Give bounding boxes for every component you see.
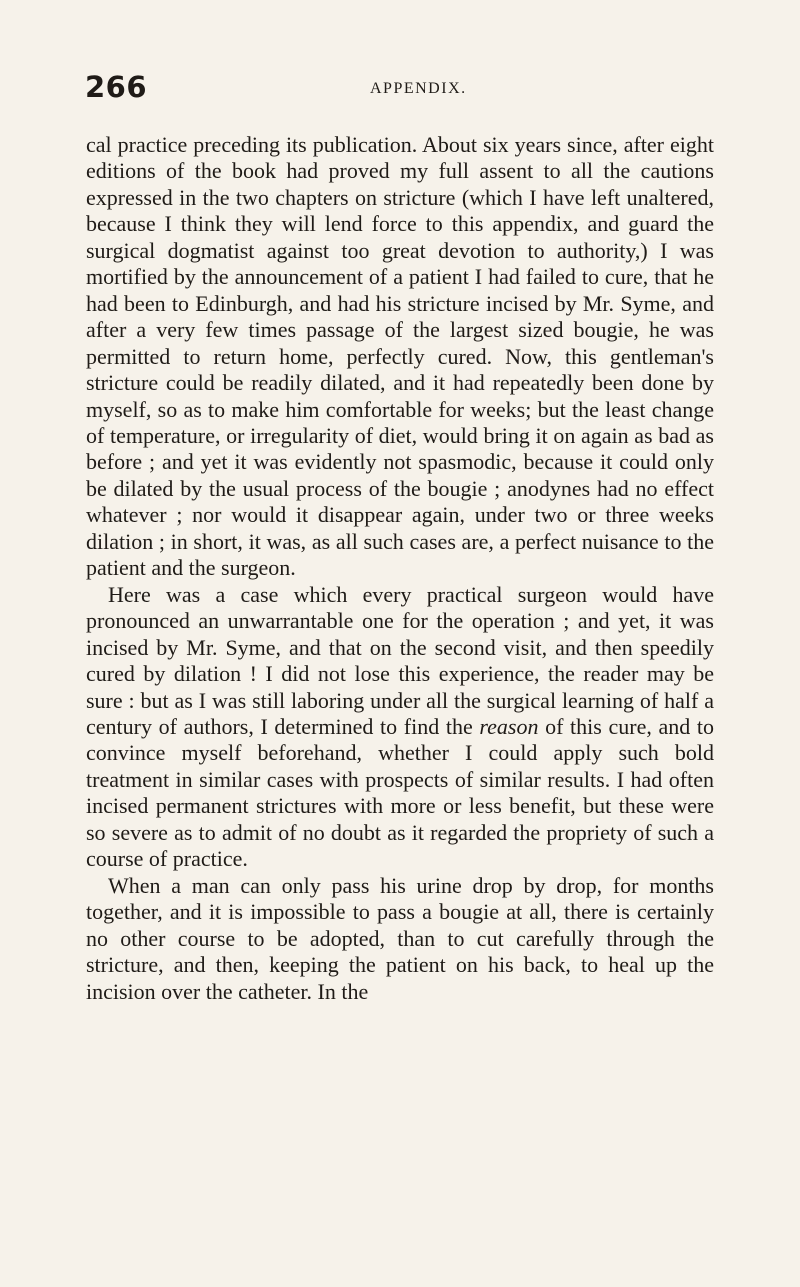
- paragraph-2-after: of this cure, and to convince myself beforehand, whether I could apply such bold treatment in similar cases with prospects of similar results. I had often incised permanent strictures with more or less benefit, but these were so severe as to admit of no doubt as it regarded the propriety of such a course of practice.: [86, 713, 714, 872]
- paragraph-2-before: Here was a case which every practical surgeon would have pronounced an unwarrantable one for the operation ; and yet, it was incised by Mr. Syme, and that on the second visit, and then speedily cured by dilation ! I did not lose this experience, the reader may be sure : but as I was still laboring under all the surgical learning of half a century of authors, I determined to find the: [86, 581, 714, 739]
- paragraph-1: cal practice preceding its publication. About six years since, after eight editions of the book had proved my full assent to all the cautions expressed in the two chapters on stricture (which I have left unaltered, because I think they will lend force to this appendix, and guard the surgical dogmatist against too great devotion to authority,) I was mortified by the announcement of a patient I had failed to cure, that he had been to Edinburgh, and had his stricture incised by Mr. Syme, and after a very few times passage of the largest sized bougie, he was permitted to return home, perfectly cured. Now, this gentleman's stricture could be readily dilated, and it had repeatedly been done by myself, so as to make him comfortable for weeks; but the least change of temperature, or irregularity of diet, would bring it on again as bad as before ; and yet it was evidently not spasmodic, because it could only be dilated by the usual process of the bougie ; anodynes had no effect whatever ; nor would it disappear again, under two or three weeks dilation ; in short, it was, as all such cases are, a perfect nuisance to the patient and the surgeon.: [86, 132, 714, 581]
- paragraph-3: When a man can only pass his urine drop by drop, for months together, and it is impossible to pass a bougie at all, there is certainly no other course to be adopted, than to cut carefully through the stricture, and then, keeping the patient on his back, to heal up the incision over the catheter. In the: [86, 872, 714, 1004]
- running-head: APPENDIX.: [370, 80, 467, 97]
- body-text: [86, 132, 714, 1005]
- page-header: [85, 70, 575, 110]
- paragraph-2: [86, 582, 714, 873]
- page-number: 266: [85, 70, 148, 104]
- emphasized-word: reason: [479, 713, 539, 739]
